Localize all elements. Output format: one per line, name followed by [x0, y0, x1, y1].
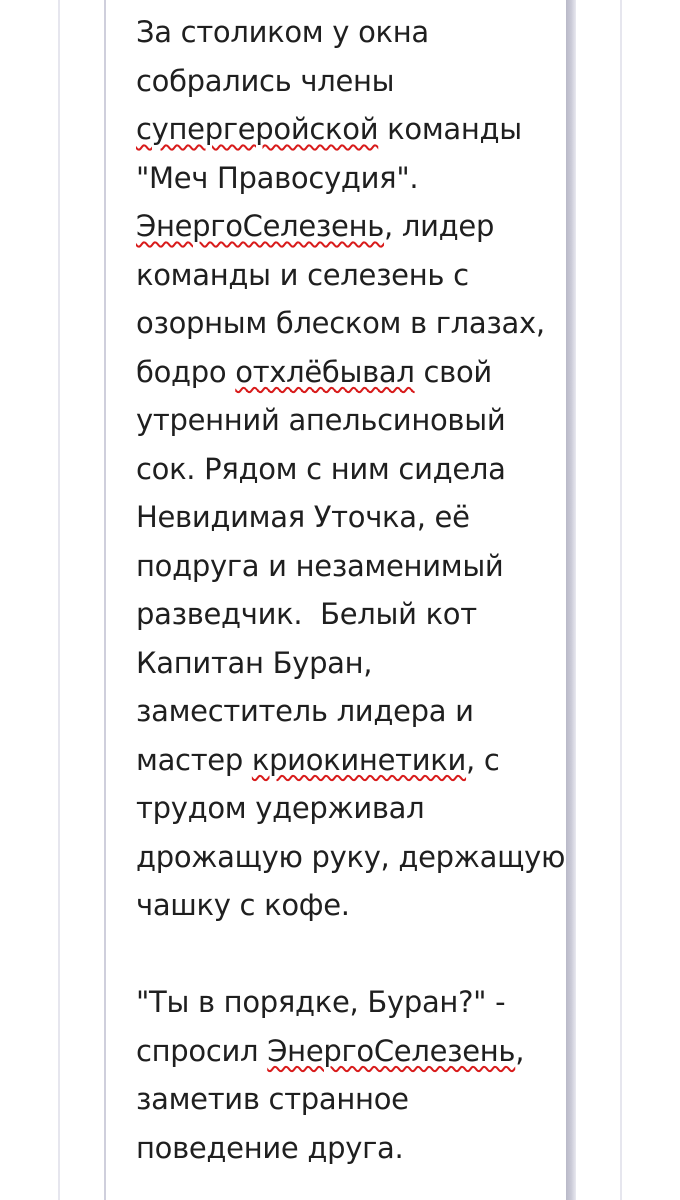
misspelled-word[interactable]: ЭнергоСелезень [136, 209, 385, 243]
text-line [136, 978, 556, 1027]
text-line [136, 8, 556, 57]
paragraph [136, 8, 566, 930]
text-line [136, 493, 556, 542]
text-line [136, 590, 556, 639]
text-line [136, 299, 556, 348]
text-line [136, 542, 556, 591]
text-line [136, 57, 556, 106]
text-segment: Невидимая Уточка, её [136, 500, 470, 534]
text-segment: трудом удерживал [136, 791, 425, 825]
text-segment: спросил [136, 1033, 268, 1068]
text-line [136, 348, 556, 397]
paragraph [136, 978, 556, 1172]
text-segment: "Ты в порядке, Буран?" - [136, 985, 506, 1019]
text-line [136, 445, 556, 494]
misspelled-word[interactable]: отхлёбывал [235, 354, 415, 389]
page-shadow [566, 0, 576, 1200]
text-line [136, 154, 556, 203]
text-segment: За столиком у окна [136, 15, 429, 49]
text-line [136, 202, 556, 251]
text-segment: , с [466, 742, 500, 777]
text-segment: свой [414, 354, 492, 389]
text-line [136, 396, 556, 445]
text-segment: поведение друга. [136, 1130, 404, 1165]
text-segment: чашку с кофе. [136, 888, 350, 922]
document-text-body[interactable] [136, 8, 566, 1172]
text-segment: бодро [136, 354, 236, 389]
text-line [136, 1124, 556, 1173]
text-segment: собрались члены [136, 63, 395, 98]
text-line [136, 1027, 556, 1076]
text-segment: заместитель лидера и [136, 694, 474, 728]
text-line [136, 1075, 556, 1124]
text-line [136, 736, 556, 785]
outer-column-edge-left [58, 0, 60, 1200]
text-segment: утренний апельсиновый [136, 403, 506, 437]
text-line [136, 105, 556, 154]
text-segment: разведчик. Белый кот [136, 597, 477, 631]
outer-column-edge-right [620, 0, 622, 1200]
text-segment: команды [378, 112, 522, 146]
text-segment: подруга и незаменимый [136, 548, 504, 583]
misspelled-word[interactable]: криокинетики [251, 742, 467, 777]
text-segment: Капитан Буран, [136, 645, 373, 680]
text-line [136, 639, 556, 688]
misspelled-word[interactable]: ЭнергоСелезень [267, 1033, 516, 1068]
text-segment: заметив странное [136, 1082, 409, 1116]
text-segment: мастер [136, 742, 252, 777]
text-segment: , лидер [384, 209, 495, 243]
text-segment: команды и селезень с [136, 257, 469, 292]
text-line [136, 881, 556, 930]
text-line [136, 687, 556, 736]
text-segment: сок. Рядом с ним сидела [136, 451, 506, 486]
misspelled-word[interactable]: супергеройской [136, 112, 379, 146]
text-segment: "Меч Правосудия". [136, 160, 419, 195]
text-line [136, 833, 566, 882]
text-segment: озорным блеском в глазах, [136, 306, 545, 340]
text-segment: дрожащую руку, держащую [136, 839, 566, 874]
text-line [136, 251, 556, 300]
text-line [136, 784, 556, 833]
text-segment: , [515, 1033, 525, 1068]
